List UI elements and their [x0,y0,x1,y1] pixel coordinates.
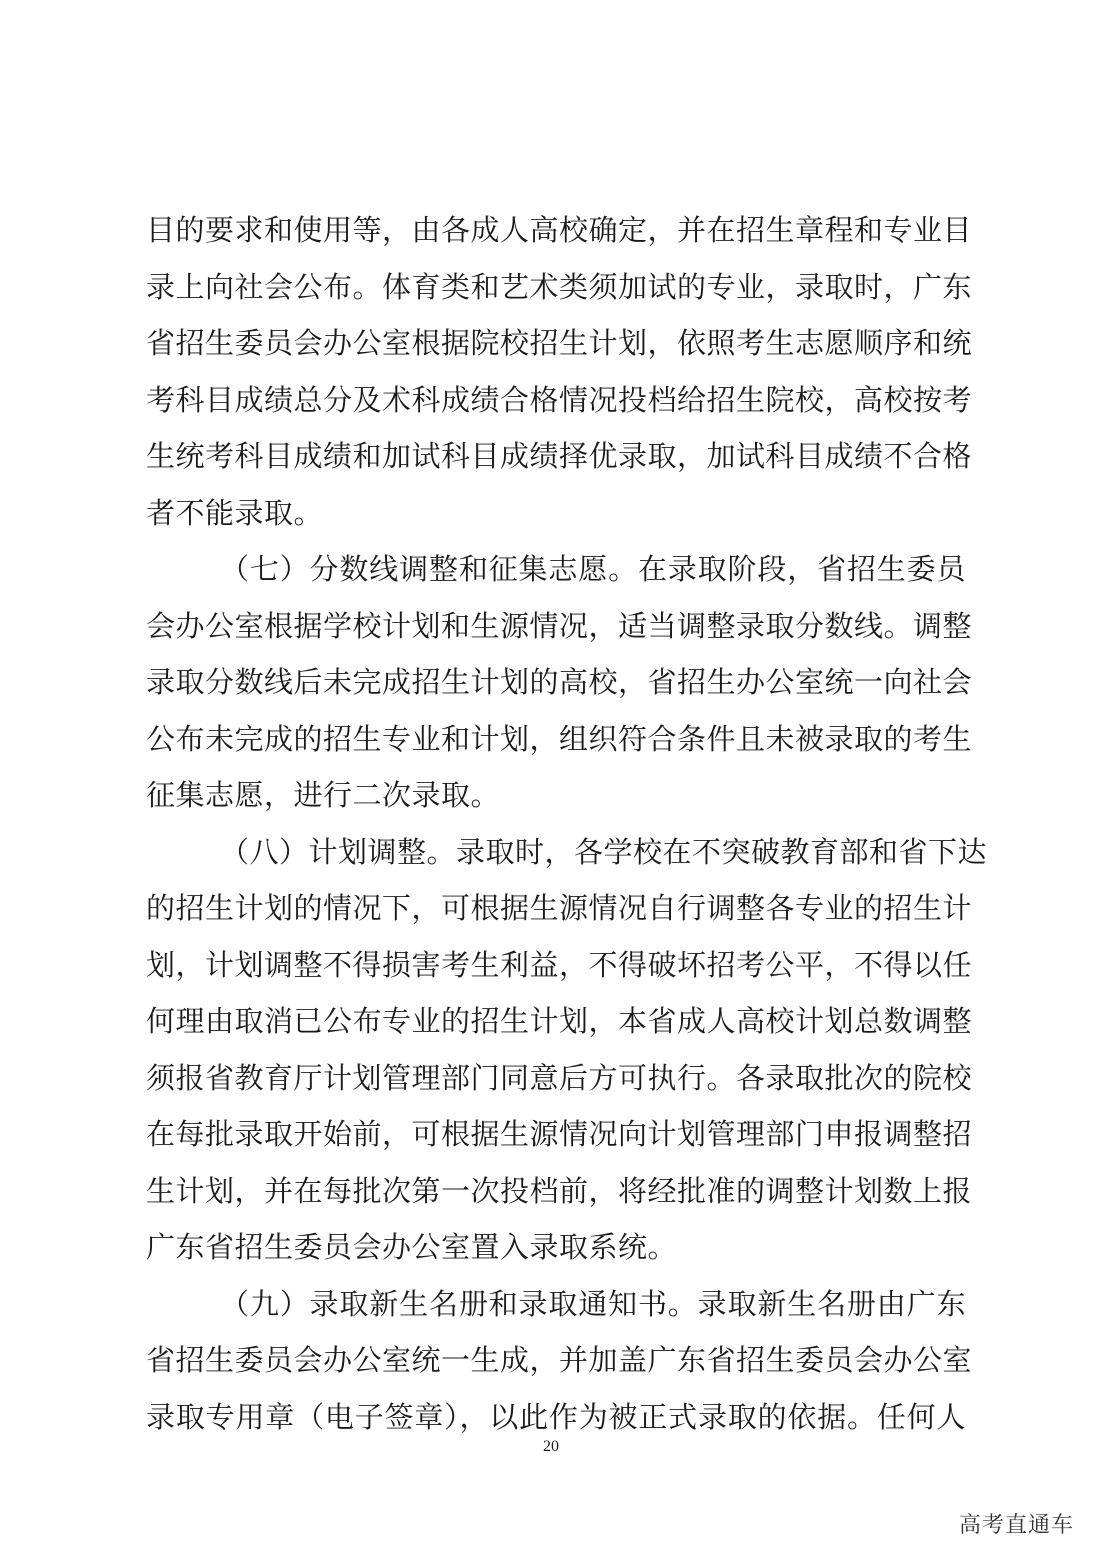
text-line: 划，计划调整不得损害考生利益，不得破坏招考公平，不得以任 [146,947,973,982]
text-line: 生计划，并在每批次第一次投档前，将经批准的调整计划数上报 [146,1173,973,1208]
page-number: 20 [543,1438,559,1455]
text-line: 在每批录取开始前，可根据生源情况向计划管理部门申报调整招 [146,1117,973,1151]
text-line: 目的要求和使用等，由各成人高校确定，并在招生章程和专业目 [146,213,973,247]
text-line: 者不能录取。 [146,495,324,530]
text-line: 录上向社会公布。体育类和艺术类须加试的专业，录取时，广东 [146,269,973,304]
section-heading-line: （八）计划调整。录取时，各学校在不突破教育部和省下达 [220,834,988,869]
text-line: 录取专用章（电子签章），以此作为被正式录取的依据。任何人 [146,1399,966,1434]
text-line: 须报省教育厅计划管理部门同意后方可执行。各录取批次的院校 [146,1060,973,1095]
text-line: 征集志愿，进行二次录取。 [146,778,501,812]
section-heading-line: （九）录取新生名册和录取通知书。录取新生名册由广东 [220,1286,966,1321]
section-heading-line: （七）分数线调整和征集志愿。在录取阶段，省招生委员 [220,552,966,586]
text-line: 会办公室根据学校计划和生源情况，适当调整录取分数线。调整 [146,608,973,643]
text-line: 生统考科目成绩和加试科目成绩择优录取，加试科目成绩不合格 [146,439,973,473]
text-line: 的招生计划的情况下，可根据生源情况自行调整各专业的招生计 [146,891,973,925]
text-line: 公布未完成的招生专业和计划，组织符合条件且未被录取的考生 [146,721,973,756]
text-line: 省招生委员会办公室统一生成，并加盖广东省招生委员会办公室 [146,1343,973,1377]
text-line: 何理由取消已公布专业的招生计划，本省成人高校计划总数调整 [146,1004,973,1038]
text-line: 广东省招生委员会办公室置入录取系统。 [146,1230,678,1264]
text-line: 录取分数线后未完成招生计划的高校，省招生办公室统一向社会 [146,665,973,699]
body-text [146,202,988,1445]
watermark-text: 高考直通车 [958,1513,1074,1538]
text-line: 考科目成绩总分及术科成绩合格情况投档给招生院校，高校按考 [146,382,973,417]
text-line: 省招生委员会办公室根据院校招生计划，依照考生志愿顺序和统 [146,326,973,360]
